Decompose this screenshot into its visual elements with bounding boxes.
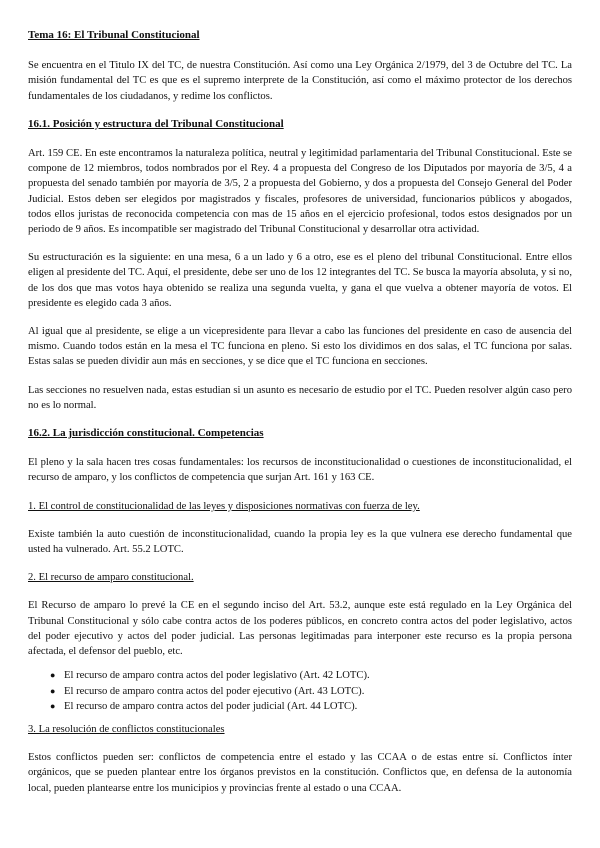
list-item xyxy=(50,684,572,699)
paragraph: El pleno y la sala hacen tres cosas fundamentales: los recursos de inconstitucionalidad o cuestiones de inconstitucionalidad, el recurso de amparo, y los conflictos de competencia que surjan Art. 161 y 163 CE. xyxy=(28,457,572,484)
subsection-heading-3: 3. La resolución de conflictos constitucionales xyxy=(28,723,225,735)
subsection-heading-2: 2. El recurso de amparo constitucional. xyxy=(28,572,194,584)
paragraph: El Recurso de amparo lo prevé la CE en el segundo inciso del Art. 53.2, aunque este está regulado en la Ley Orgánica del Tribunal Constitucional y sólo cabe contra actos de los poderes públicos, en concreto contra actos del poder legislativo, actos del poder ejecutivo y actos del poder judicial. Las personas legitimadas para interponer este recurso es la propia persona afectada, el defensor del pueblo, etc. xyxy=(28,600,572,658)
bullet-icon: ● xyxy=(50,700,56,711)
intro-paragraph: Se encuentra en el Titulo IX del TC, de nuestra Constitución. Así como una Ley Orgánica 2/1979, del 3 de Octubre del TC. La misión fundamental del TC es que es el supremo interprete de la Constitución, así como el máximo protector de los derechos fundamentales de los ciudadanos, y redime los conflictos. xyxy=(28,60,572,102)
subsection-heading-1: 1. El control de constitucionalidad de las leyes y disposiciones normativas con fuerza de ley. xyxy=(28,500,420,512)
list-item-text: El recurso de amparo contra actos del poder legislativo (Art. 42 LOTC). xyxy=(64,670,370,682)
paragraph: Art. 159 CE. En este encontramos la naturaleza política, neutral y legitimidad parlamentaria del Tribunal Constitucional. Este se compone de 12 miembros, todos nombrados por el Rey. 4 a propuesta del Congreso de los Diputados por mayoría de 3/5, 4 a propuesta del senado también por mayoría de 3/5, 2 a propuesta del Gobierno, y dos a propuesta del Consejo General del Poder Judicial. Estos deben ser elegidos por magistrados y fiscales, profesores de universidad, funcionarios públicos y abogados, todos ellos juristas de reconocida competencia con mas de 15 años en el ejercicio profesional, todos estos designados por un periodo de 9 años. Es incompatible ser magistrado del Tribunal Constitucional y desarrollar otra actividad. xyxy=(28,148,572,236)
section-heading-16-2: 16.2. La jurisdicción constitucional. Competencias xyxy=(28,427,264,440)
bullet-list xyxy=(28,668,572,714)
paragraph: Existe también la auto cuestión de inconstitucionalidad, cuando la propia ley es la que vulnera ese derecho fundamental que usted ha vulnerado. Art. 55.2 LOTC. xyxy=(28,528,572,556)
paragraph: Las secciones no resuelven nada, estas estudian si un asunto es necesario de estudio por el TC. Pueden resolver algún caso pero no es lo normal. xyxy=(28,384,572,411)
bullet-icon: ● xyxy=(50,685,56,696)
list-item-text: El recurso de amparo contra actos del poder ejecutivo (Art. 43 LOTC). xyxy=(64,685,365,697)
list-item xyxy=(50,699,572,714)
list-item xyxy=(50,668,572,683)
list-item-text: El recurso de amparo contra actos del poder judicial (Art. 44 LOTC). xyxy=(64,700,358,712)
bullet-icon: ● xyxy=(50,670,56,681)
paragraph: Estos conflictos pueden ser: conflictos de competencia entre el estado y las CCAA o de estas entre sí. Conflictos ínter orgánicos, que se pueden plantear entre los órganos previstos en la constitución. Conflictos que, en defensa de la autonomía local, pueden plantearse entre los municipios y provincias frente al estado o una CCAA. xyxy=(28,752,572,794)
paragraph: Su estructuración es la siguiente: en una mesa, 6 a un lado y 6 a otro, ese es el pleno del tribunal Constitucional. Entre ellos eligen al presidente del TC. Aquí, el presidente, debe ser uno de los 12 integrantes del TC. Se busca la mayoría absoluta, y si no, de los dos que mas votos haya obtenido se realiza una segunda vuelta, y gana el que vuelva a obtener mayoría de votos. El presidente es elegido cada 3 años. xyxy=(28,252,572,309)
section-heading-16-1: 16.1. Posición y estructura del Tribunal Constitucional xyxy=(28,117,284,130)
paragraph: Al igual que al presidente, se elige a un vicepresidente para llevar a cabo las funciones del presidente en caso de ausencia del mismo. Cuando todos están en la mesa el TC funciona en pleno. Si esto los dividimos en dos salas, el TC funciona por salas. Estas salas se pueden dividir aun más en secciones, y se dice que el TC funciona en secciones. xyxy=(28,326,572,368)
page-title: Tema 16: El Tribunal Constitucional xyxy=(28,29,200,41)
